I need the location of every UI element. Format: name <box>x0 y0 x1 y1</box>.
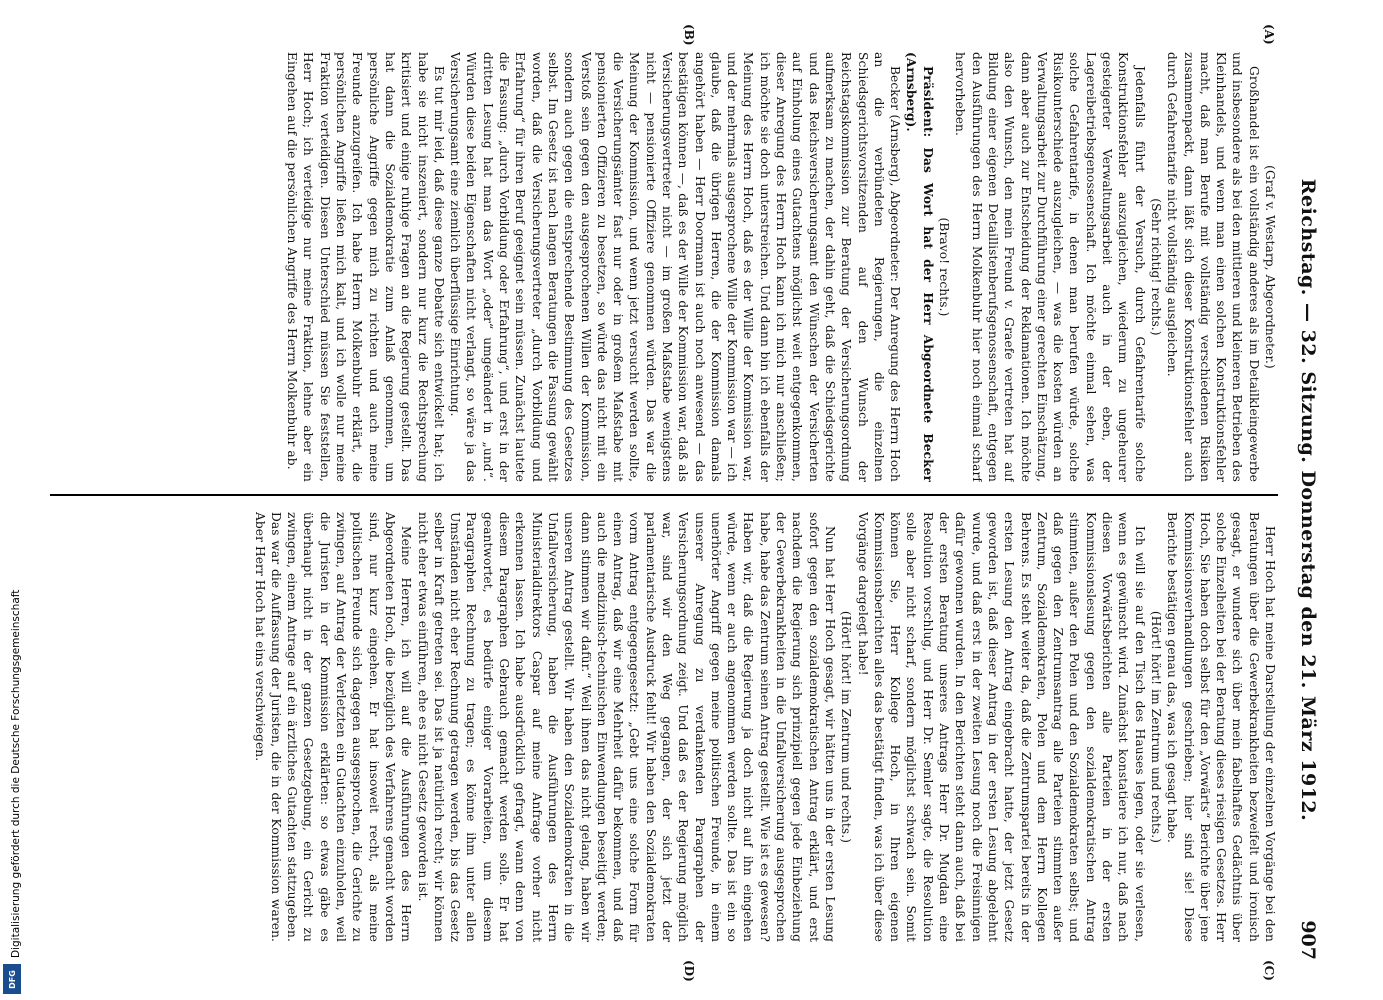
margin-letter-c: (C) <box>1262 960 1276 981</box>
digitization-note: Digitalisierung gefördert durch die Deutsche Forschungsgemeinschaft <box>10 589 22 958</box>
president-line: Präsident: Das Wort hat der Herr Abgeordnete Becker (Arnsberg). <box>904 52 935 482</box>
left-text-column <box>54 52 1278 482</box>
dfg-logo <box>3 964 21 994</box>
reaction: (Sehr richtig! rechts.) <box>1148 198 1163 336</box>
page-header <box>1286 40 1330 960</box>
column-divider <box>50 494 1278 496</box>
paragraph: Großhandel ist ein vollständig anderes als im Detailkleingewerbe und insbesondere als bei den mittleren und kleineren Betrieben des Kleinhandels, und wenn man einen solchen Konstruktionsfehler macht, daß man Berufe mit vollständig verschiedenen Risiken zusammenpackt, dann läßt sich dieser Konstruktionsfehler auch durch Gefahrentarife nicht vollständig ausgleichen. <box>1165 52 1261 482</box>
digitization-note-strip <box>4 0 26 1000</box>
speaker-line: (Graf v. Westarp, Abgeordneter.) <box>1263 165 1277 369</box>
right-text-column <box>54 512 1278 942</box>
paragraph: Becker (Arnsberg), Abgeordneter: Der Anregung des Herrn Hoch an die verbündeten Regierungen, die einzelnen Schiedsgerichtsvorsitzenden auf den Wunsch der Reichstagskommission zur Beratung der Versicherungsordnung aufmerksam zu machen, der dahin geht, daß die Schiedsgerichte und das Reichsversicherungsamt den Wünschen der Versicherten auf Einholung eines Gutachtens möglichst weit entgegenkommen, dieser Anregung des Herrn Hoch kann ich mich nur anschließen; ich möchte sie doch unterstreichen. Und dann bin ich ebenfalls der Meinung des Herrn Hoch, daß es der Wille der Kommission war, und der mehrmals ausgesprochene Wille der Kommission war — ich glaube, daß die übrigen Herren, die der Kommission damals angehört haben — Herr Doormann ist auch noch anwesend — das bestätigen können —, daß es der Wille der Kommission war, daß als Versicherungsvertreter nicht — im großen Maßstabe wenigstens nicht — pensionierte Offiziere genommen würden. Das war die Meinung der Kommission, und wenn jetzt versucht werden sollte, die Versicherungsämter fast nur oder in großem Maßstabe mit pensionierten Offizieren zu besetzen, so würde das nicht mit ein Verstoß sein gegen den ausgesprochenen Willen der Kommission, sondern auch gegen die entsprechende Bestimmung des Gesetzes selbst. Im Gesetz ist nach langen Beratungen die Fassung gewählt worden, daß die Versicherungsvertreter „durch Vorbildung und Erfahrung“ für ihren Beruf geeignet sein müssen. Zunächst lautete die Fassung: „durch Vorbildung oder Erfahrung“, und erst in der dritten Lesung hat man das Wort „oder“ umgeändert in „und“. Würden diese beiden Eigenschaften nicht verlangt, so wäre ja das Versicherungsamt eine ziemlich überflüssige Einrichtung. <box>448 52 903 482</box>
paragraph: Meine Herren, ich will auf die Ausführungen des Herrn Abgeordneten Hoch, die bezüglich des Verfahrens gemacht worden sind, nur kurz eingehen. Er hat insoweit recht, als meine politischen Freunde sich dagegen ausgesprochen, die Gerichte zu zwingen, auf Antrag der Verletzten ein Gutachten einzuholen, weil die Juristen in der Kommission erklärten: so etwas gäbe es überhaupt nicht in der ganzen Gesetzgebung, ein Gericht zu zwingen, einem Antrage auf ein ärztliches Gutachten stattzugeben. Das war die Auffassung der Juristen, die in der Kommission waren. Aber Herr Hoch hat eins verschwiegen. <box>252 512 414 942</box>
margin-letter-a: (A) <box>1262 24 1276 45</box>
paragraph: Es tut mir leid, daß diese ganze Debatte sich entwickelt hat; ich habe sie nicht inszeniert, sondern nur kurz die Rechtsprechung kritisiert und einige ruhige Fragen an die Regierung gestellt. Das hat dann die Sozialdemokratie zum Anlaß genommen, um persönliche Angriffe gegen mich zu richten und auch meine Freunde anzugreifen. Ich habe Herrn Molkenbuhr erklärt, die persönlichen Angriffe ließen mich kalt, und ich wolle nur meine Fraktion verteidigen. Diesen Unterschied müssen Sie feststellen, Herr Hoch; ich verteidige nur meine Fraktion, lehne aber ein Eingehen auf die persönlichen Angriffe des Herrn Molkenbuhr ab. <box>285 52 446 482</box>
dfg-logo-text: DFG <box>7 969 17 989</box>
reaction: (Hört! hört! im Zentrum und rechts.) <box>1148 610 1163 844</box>
paragraph: Jedenfalls führt der Versuch, durch Gefahrentarife solche Konstruktionsfehler auszugleichen, wiederum zu ungeheurer gesteigerter Verwaltungsarbeit auch in der eben, der Lagereibetriebsgenossenschaft. Ich möchte einmal sehen, was solche Gefahrentarife, in denen man berufen würde, solche Risikounterschiede auszugleichen, — was die kosten würden an Verwaltungsarbeit zur Durchführung einer gerechten Einschätzung, dann aber auch zur Entscheidung der Reklamationen. Ich möchte also den Wunsch, den mein Freund v. Graefe vertreten hat auf Bildung einer eigenen Detaillistenberufsgenossenschaft, entgegen den Ausführungen des Herrn Molkenbuhr hier noch einmal scharf hervorheben. <box>953 52 1147 482</box>
reaction: (Hört! hört! im Zentrum und rechts.) <box>839 610 854 844</box>
page-number: 907 <box>1297 920 1319 960</box>
page-title: Reichstag. — 32. Sitzung. Donnerstag den 21. März 1912. <box>1297 178 1319 822</box>
rotated-document-page <box>46 0 1336 1000</box>
margin-letter-d: (D) <box>682 960 696 982</box>
reaction: (Bravo! rechts.) <box>937 217 952 317</box>
paragraph: Nun hat Herr Hoch gesagt, wir hätten uns in der ersten Lesung sofort gegen den sozialdemokratischen Antrag erklärt, und erst nachdem die Regierung sich prinzipiell gegen jede Einbeziehung der Gewerbekrankheiten in die Unfallversicherung ausgesprochen habe, habe das Zentrum seinen Antrag gestellt. Wie ist es gewesen? Haben wir, daß die Regierung ja doch nicht auf ihn eingehen würde, wenn er auch angenommen werden sollte. Das ist ein so unerhörter Angriff gegen meine politischen Freunde, in einem unserer Anregung zu verdankenden Paragraphen der Versicherungsordnung zeigt. Und daß es der Regierung möglich war, sind wir den Weg gegangen, der sich jetzt der parlamentarische Ausdruck fehlt! Wir haben den Sozialdemokraten vorm Antrag entgegengesetzt: „Gebt uns eine solche Form für einen Antrag, daß wir eine Mehrheit dafür bekommen, und daß auch die medizinisch-technischen Einwendungen beseitigt werden; dann stimmen wir dafür.“ Weil ihnen das nicht gelang, haben wir unseren Antrag gestellt. Wir haben den Sozialdemokraten in die Unfallversicherung, haben die Ausführungen des Herrn Ministerialdirektors Caspar auf meine Anfrage vorher nicht erkennen lassen. Ich habe ausdrücklich gefragt, wann denn von diesem Paragraphen Gebrauch gemacht werden solle. Er hat geantwortet, es bedürfe einiger Vorarbeiten, um diesem Paragraphen Rechnung zu tragen; es könne ihm unter allen Umständen nicht eher Rechnung getragen werden, bis das Gesetz selber in Kraft getreten sei. Das ist ja natürlich recht; wir können nicht eher etwas einführen, ehe es nicht Gesetz geworden ist. <box>415 512 837 942</box>
margin-letter-b: (B) <box>682 24 696 46</box>
paragraph: Herr Hoch hat meine Darstellung der einzelnen Vorgänge bei den Beratungen über die Gewerbekrankheiten bezweifelt und ironisch gesagt, er wundere sich über mein fabelhaftes Gedächtnis über solche Einzelheiten bei der Beratung dieses riesigen Gesetzes. Herr Hoch, Sie haben doch selbst für den „Vorwärts“ Berichte über jene Kommissionsverhandlungen geschrieben; hier sind sie! Diese Berichte bestätigen genau das, was ich gesagt habe. <box>1165 512 1277 942</box>
paragraph: Ich will sie auf den Tisch des Hauses legen, oder sie verlesen, wenn es gewünscht wird. Zunächst konstatiere ich nur, daß nach diesen Vorwärtsberichten alle Parteien in der ersten Kommissionslesung gegen den sozialdemokratischen Antrag stimmten, außer den Polen und den Sozialdemokraten selbst; und daß gegen den Zentrumsantrag alle Parteien stimmten außer Zentrum, Sozialdemokraten, Polen und dem Herrn Kollegen Behrens. Es steht weiter da, daß die Zentrumspartei bereits in der ersten Lesung den Antrag eingebracht hatte, der jetzt Gesetz geworden ist, daß dieser Antrag in der ersten Lesung abgelehnt wurde, und daß erst in der zweiten Lesung noch die Freisinnigen dafür gewonnen wurden. In den Berichten steht dann auch, daß bei der ersten Beratung unseres Antrags Herr Dr. Mugdan eine Resolution vorschlug, und Herr Dr. Semler sagte, die Resolution solle aber nicht scharf, sondern möglichst schwach sein. Somit können Sie, Herr Kollege Hoch, in Ihren eigenen Kommissionsberichten alles das bestätigt finden, was ich über diese Vorgänge dargelegt habe! <box>855 512 1147 942</box>
